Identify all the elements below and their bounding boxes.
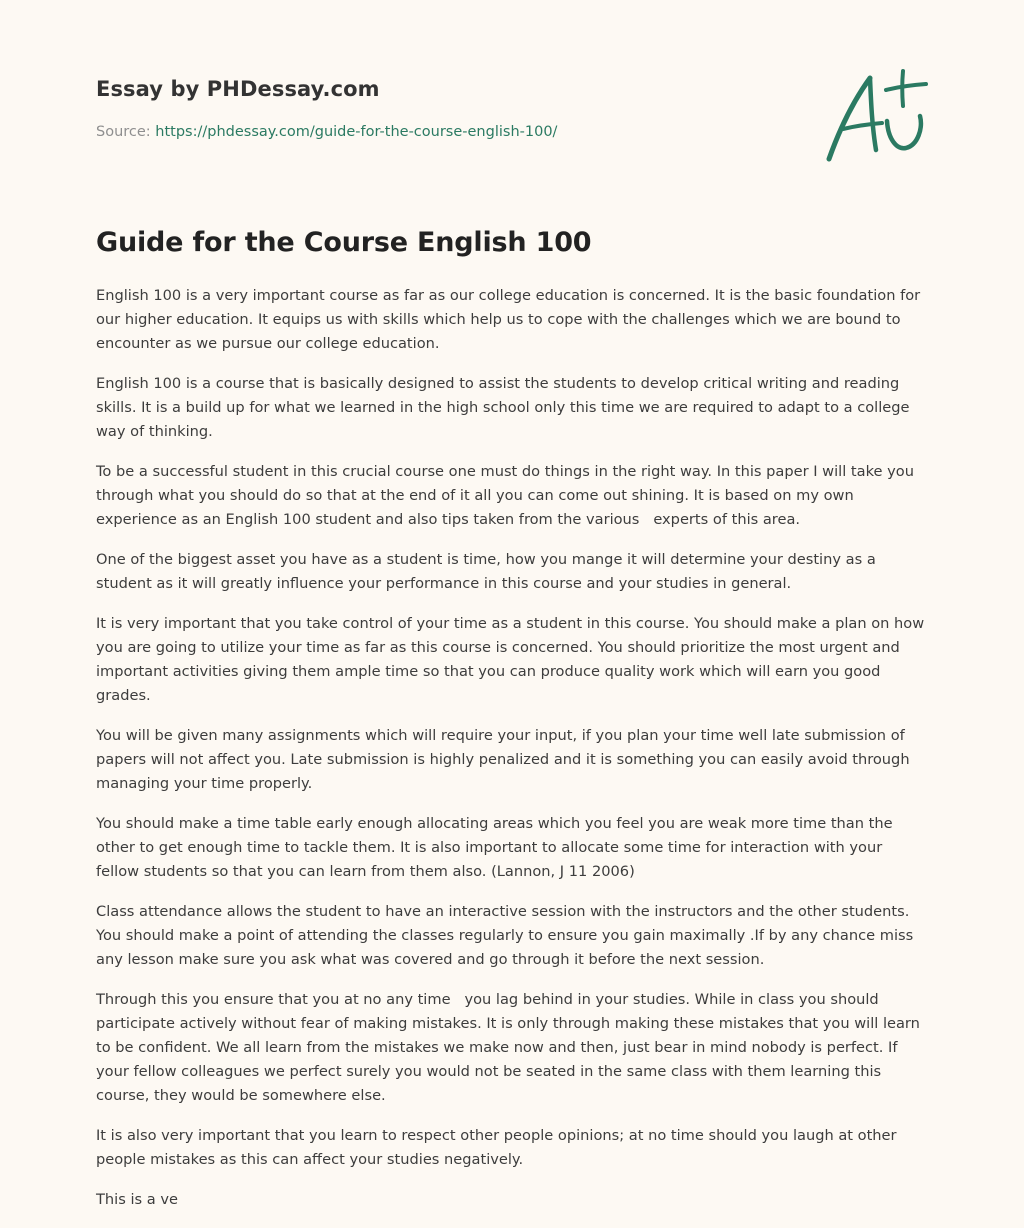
essay-paragraph: You will be given many assignments which will require your input, if you plan your time well late submission of papers will not affect you. Late submission is highly penalized and it is something you can easily avoid through managing your time properly. bbox=[96, 727, 915, 792]
essay-paragraph: You should make a time table early enough allocating areas which you feel you are weak more time than the other to get enough time to tackle them. It is also important to allocate some time for interaction with your fellow students so that you can learn from them also. (Lannon, J 11 2006) bbox=[96, 815, 898, 880]
a-plus-grade-logo-icon bbox=[820, 66, 930, 166]
essay-paragraph: English 100 is a course that is basically designed to assist the students to develop critical writing and reading skills. It is a build up for what we learned in the high school only this time we are required to adapt to a college way of thinking. bbox=[96, 375, 915, 440]
essay-paragraph: It is very important that you take control of your time as a student in this course. You should make a plan on how you are going to utilize your time as far as this course is concerned. You should prioritize the most urgent and important activities giving them ample time so that you can produce quality work which will earn you good grades. bbox=[96, 615, 929, 704]
essay-paragraph: Through this you ensure that you at no any time you lag behind in your studies. While in class you should participate actively without fear of making mistakes. It is only through making these mistakes that you will learn to be confident. We all learn from the mistakes we make now and then, just bear in mind nobody is perfect. If your fellow colleagues we perfect surely you would not be seated in the same class with them learning this course, they would be somewhere else. bbox=[96, 991, 925, 1104]
essay-paragraph: To be a successful student in this crucial course one must do things in the right way. In this paper I will take you through what you should do so that at the end of it all you can come out shining. It is based on my own experience as an English 100 student and also tips taken from the various experts of this area. bbox=[96, 463, 919, 528]
essay-body bbox=[96, 284, 928, 1228]
site-title: Essay by PHDessay.com bbox=[96, 77, 380, 101]
source-line bbox=[96, 124, 557, 140]
essay-paragraph: Class attendance allows the student to have an interactive session with the instructors and the other students. You should make a point of attending the classes regularly to ensure you gain maximally .If by any chance miss any lesson make sure you ask what was covered and go through it before the next session. bbox=[96, 903, 918, 968]
source-link[interactable]: https://phdessay.com/guide-for-the-course-english-100/ bbox=[155, 124, 558, 140]
source-label: Source: bbox=[96, 124, 156, 140]
essay-paragraph: One of the biggest asset you have as a student is time, how you mange it will determine your destiny as a student as it will greatly influence your performance in this course and your studies in general. bbox=[96, 551, 881, 592]
essay-paragraph: English 100 is a very important course as far as our college education is concerned. It is the basic foundation for our higher education. It equips us with skills which help us to cope with the challenges which we are bound to encounter as we pursue our college education. bbox=[96, 287, 925, 352]
essay-paragraph: It is also very important that you learn to respect other people opinions; at no time should you laugh at other people mistakes as this can affect your studies negatively. bbox=[96, 1127, 902, 1168]
essay-paragraph-truncated: This is a ve bbox=[96, 1191, 178, 1208]
essay-title: Guide for the Course English 100 bbox=[96, 227, 592, 258]
